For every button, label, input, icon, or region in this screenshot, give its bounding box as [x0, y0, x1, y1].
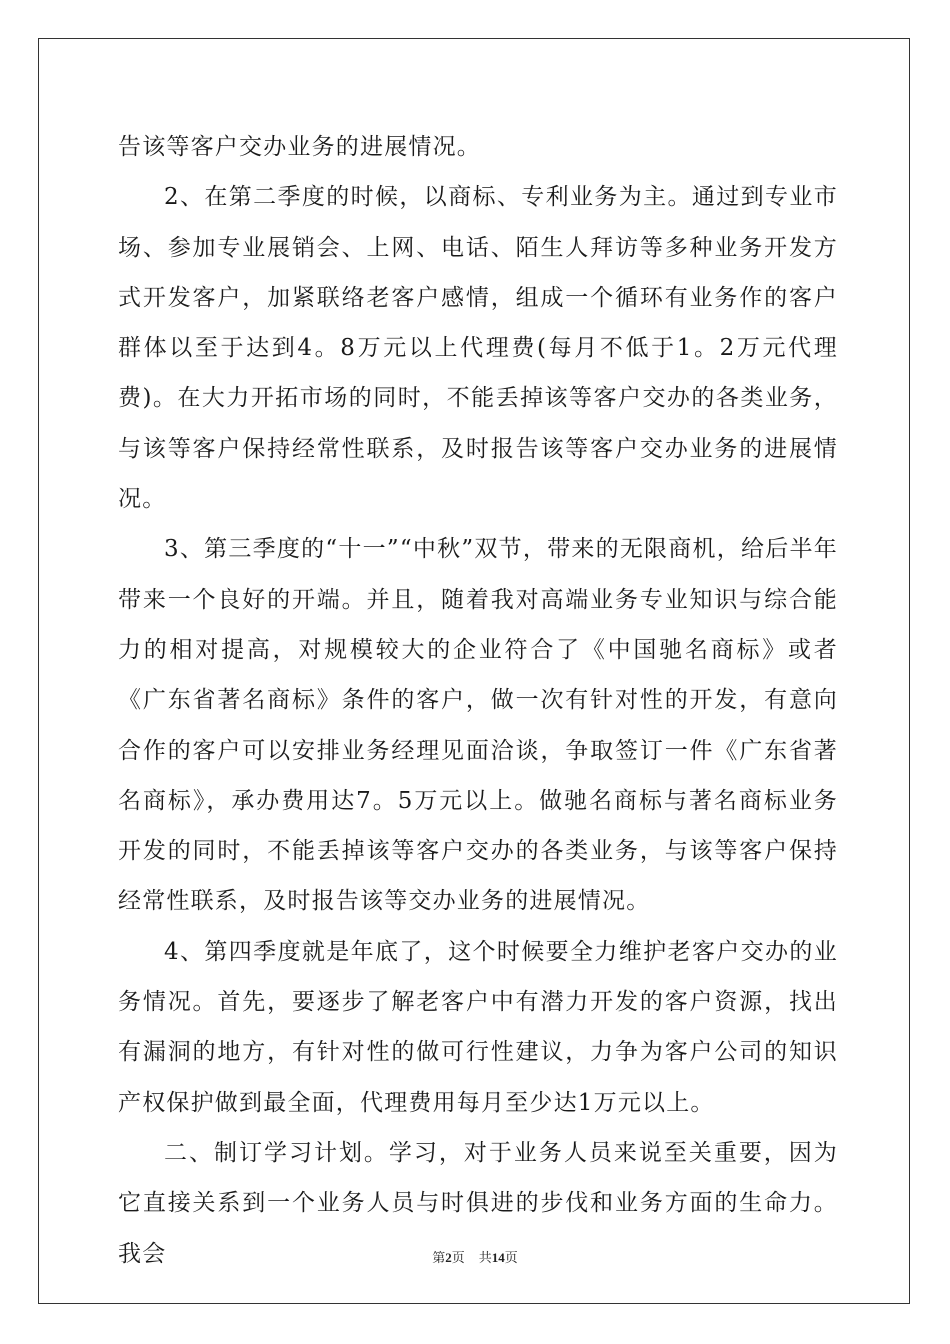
page-total: 共14页: [478, 1250, 518, 1266]
page-number: 第2页: [432, 1250, 465, 1266]
paragraph-study-plan: 二、制订学习计划。学习，对于业务人员来说至关重要，因为它直接关系到一个业务人员与时俱进的步伐和业务方面的生命力。我会: [118, 1139, 838, 1267]
page-footer: [0, 1247, 950, 1266]
paragraph-q4: 4、第四季度就是年底了，这个时候要全力维护老客户交办的业务情况。首先，要逐步了解老客户中有潜力开发的客户资源，找出有漏洞的地方，有针对性的做可行性建议，力争为客户公司的知识产权保护做到最全面，代理费用每月至少达1万元以上。: [118, 938, 838, 1116]
paragraph-q2: 2、在第二季度的时候，以商标、专利业务为主。通过到专业市场、参加专业展销会、上网、电话、陌生人拜访等多种业务开发方式开发客户，加紧联络老客户感情，组成一个循环有业务作的客户群体以至于达到4。8万元以上代理费(每月不低于1。2万元代理费)。在大力开拓市场的同时，不能丢掉该等客户交办的各类业务，与该等客户保持经常性联系，及时报告该等客户交办业务的进展情况。: [118, 184, 838, 513]
paragraph-continuation: 告该等客户交办业务的进展情况。: [118, 134, 481, 160]
paragraph-q3: 3、第三季度的“十一”“中秋”双节，带来的无限商机，给后半年带来一个良好的开端。并且，随着我对高端业务专业知识与综合能力的相对提高，对规模较大的企业符合了《中国驰名商标》或者《广东省著名商标》条件的客户，做一次有针对性的开发，有意向合作的客户可以安排业务经理见面洽谈，争取签订一件《广东省著名商标》，承办费用达7。5万元以上。做驰名商标与著名商标业务开发的同时，不能丢掉该等客户交办的各类业务，与该等客户保持经常性联系，及时报告该等交办业务的进展情况。: [118, 536, 838, 915]
document-body: [118, 122, 838, 1279]
